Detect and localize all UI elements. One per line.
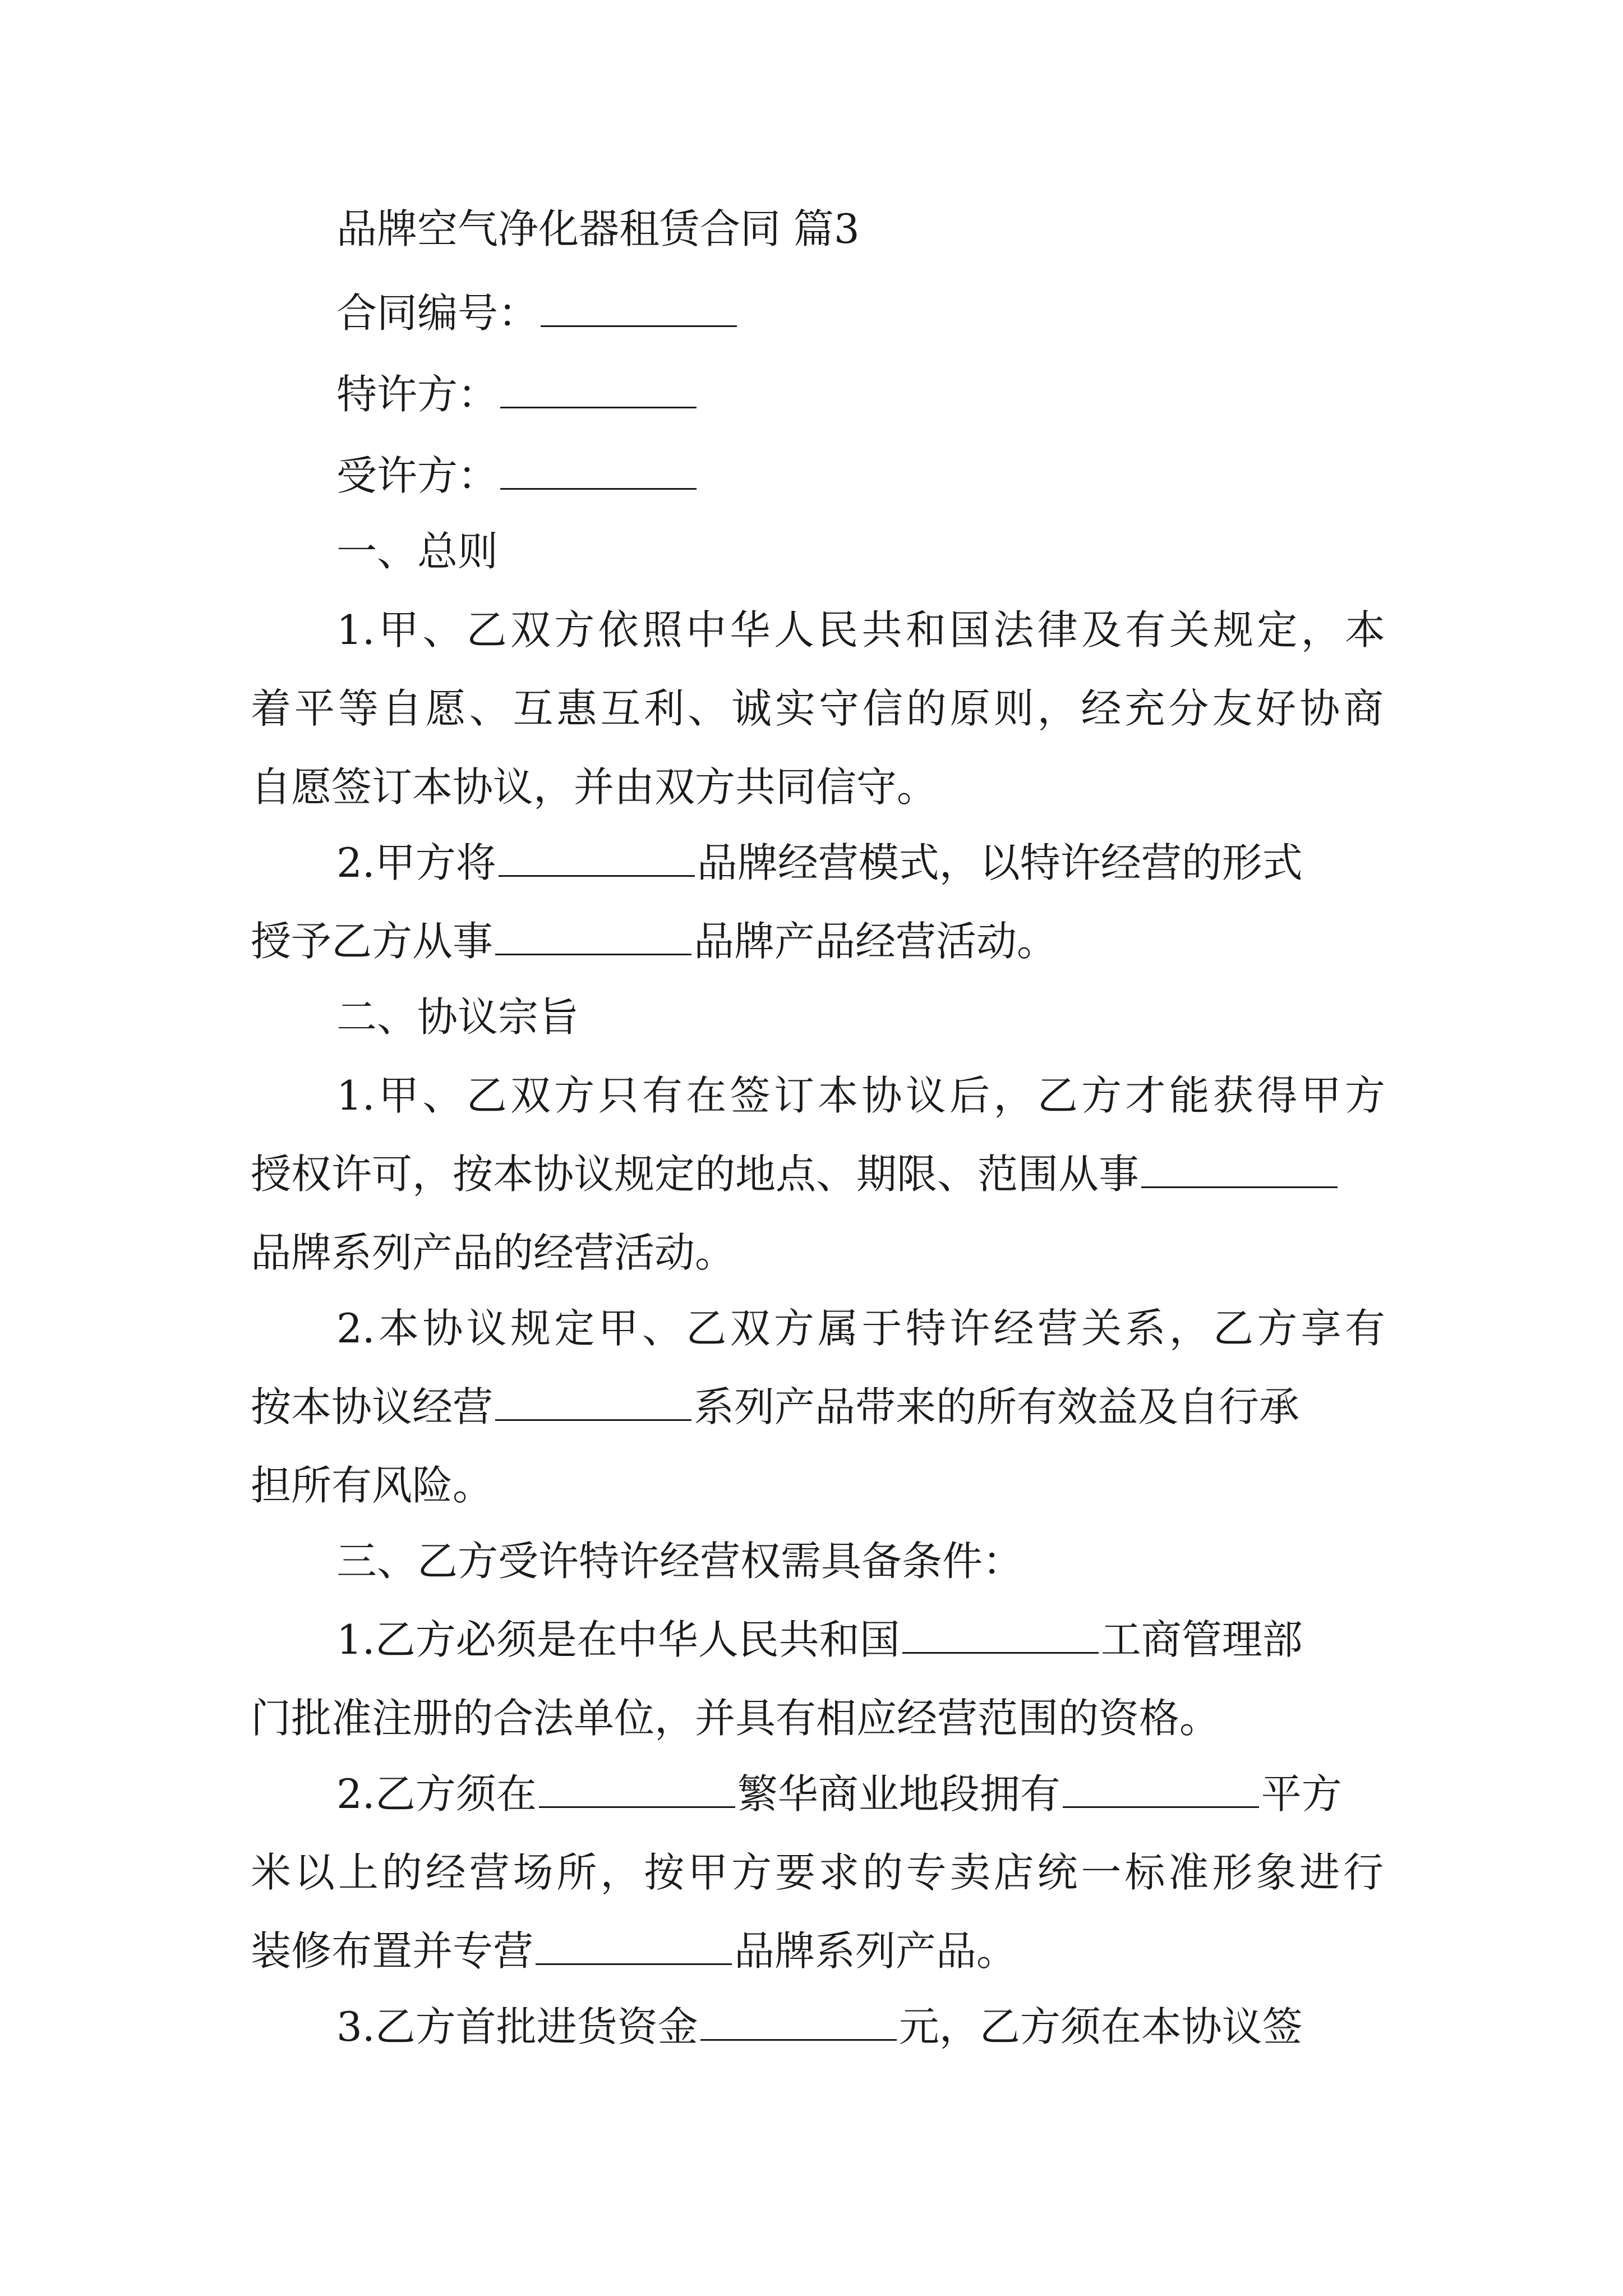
franchisor-blank[interactable] bbox=[500, 375, 697, 408]
paragraph-text: 自愿签订本协议，并由双方共同信守。 bbox=[251, 763, 938, 811]
paragraph-line bbox=[251, 1924, 1384, 1978]
paragraph-line bbox=[251, 682, 1384, 735]
franchisor-label: 特许方： bbox=[336, 371, 499, 418]
title-text: 品牌空气净化器租赁合同 篇3 bbox=[336, 205, 860, 252]
paragraph-text: 1.甲、乙双方只有在签订本协议后，乙方才能获得甲方 bbox=[336, 1072, 1385, 1119]
franchisor-field bbox=[336, 367, 1385, 421]
paragraph-text: 门批准注册的合法单位，并具有相应经营范围的资格。 bbox=[251, 1695, 1220, 1742]
fill-blank[interactable] bbox=[499, 844, 695, 877]
paragraph-text: 授权许可，按本协议规定的地点、期限、范围从事 bbox=[251, 1151, 1140, 1198]
paragraph-text: 元，乙方须在本协议签 bbox=[898, 2003, 1303, 2050]
paragraph-text: 授予乙方从事 bbox=[251, 918, 494, 965]
paragraph-line bbox=[336, 1301, 1385, 1355]
franchisee-blank[interactable] bbox=[500, 457, 697, 490]
paragraph-text: 1.甲、乙双方依照中华人民共和国法律及有关规定，本 bbox=[336, 606, 1385, 654]
contract-number-blank[interactable] bbox=[541, 294, 737, 327]
section-heading-conditions bbox=[336, 1534, 1385, 1588]
paragraph-line bbox=[251, 1691, 1384, 1745]
fill-blank[interactable] bbox=[536, 1932, 732, 1965]
fill-blank[interactable] bbox=[495, 922, 691, 955]
fill-blank[interactable] bbox=[700, 2008, 897, 2041]
paragraph-line bbox=[251, 1226, 1384, 1280]
document-title bbox=[336, 202, 1385, 256]
paragraph-text: 2.乙方须在 bbox=[336, 1770, 537, 1818]
paragraph-line bbox=[336, 603, 1385, 657]
paragraph-line bbox=[251, 1380, 1384, 1434]
franchisee-label: 受许方： bbox=[336, 452, 499, 499]
contract-number-field bbox=[336, 286, 1385, 340]
section-heading-text: 二、协议宗旨 bbox=[336, 993, 579, 1041]
paragraph-text: 平方 bbox=[1261, 1770, 1342, 1818]
paragraph-text: 着平等自愿、互惠互利、诚实守信的原则，经充分友好协商 bbox=[251, 685, 1384, 732]
paragraph-text: 品牌系列产品。 bbox=[734, 1927, 1017, 1975]
paragraph-text: 品牌系列产品的经营活动。 bbox=[251, 1229, 736, 1276]
fill-blank[interactable] bbox=[902, 1621, 1099, 1654]
paragraph-text: 工商管理部 bbox=[1100, 1616, 1303, 1663]
paragraph-line bbox=[251, 1458, 1384, 1512]
franchisee-field bbox=[336, 449, 1385, 503]
paragraph-text: 2.本协议规定甲、乙双方属于特许经营关系，乙方享有 bbox=[336, 1305, 1385, 1352]
paragraph-line bbox=[336, 1767, 1385, 1821]
section-heading-text: 三、乙方受许特许经营权需具备条件： bbox=[336, 1538, 1023, 1585]
paragraph-text: 担所有风险。 bbox=[251, 1462, 494, 1509]
paragraph-line bbox=[336, 1069, 1385, 1122]
fill-blank[interactable] bbox=[495, 1388, 691, 1421]
fill-blank[interactable] bbox=[1063, 1775, 1259, 1808]
paragraph-text: 品牌经营模式，以特许经营的形式 bbox=[697, 839, 1303, 886]
paragraph-line bbox=[336, 836, 1385, 890]
paragraph-line bbox=[251, 914, 1384, 968]
paragraph-text: 品牌产品经营活动。 bbox=[694, 918, 1058, 965]
paragraph-text: 装修布置并专营 bbox=[251, 1927, 534, 1975]
paragraph-line bbox=[251, 1147, 1384, 1201]
fill-blank[interactable] bbox=[1141, 1155, 1338, 1188]
fill-blank[interactable] bbox=[539, 1775, 735, 1808]
paragraph-text: 按本协议经营 bbox=[251, 1383, 494, 1430]
paragraph-line bbox=[336, 2000, 1385, 2054]
paragraph-text: 1.乙方必须是在中华人民共和国 bbox=[336, 1616, 900, 1663]
paragraph-text: 3.乙方首批进货资金 bbox=[336, 2003, 698, 2050]
paragraph-text: 米以上的经营场所，按甲方要求的专卖店统一标准形象进行 bbox=[251, 1849, 1384, 1896]
paragraph-line bbox=[251, 760, 1384, 814]
paragraph-line bbox=[251, 1846, 1384, 1899]
paragraph-text: 系列产品带来的所有效益及自行承 bbox=[694, 1383, 1300, 1430]
section-heading-purpose bbox=[336, 990, 1385, 1044]
section-heading-general bbox=[336, 524, 1385, 578]
section-heading-text: 一、总则 bbox=[336, 528, 499, 575]
paragraph-text: 繁华商业地段拥有 bbox=[737, 1770, 1061, 1818]
paragraph-text: 2.甲方将 bbox=[336, 839, 496, 886]
contract-number-label: 合同编号： bbox=[336, 289, 539, 337]
paragraph-line bbox=[336, 1613, 1385, 1667]
